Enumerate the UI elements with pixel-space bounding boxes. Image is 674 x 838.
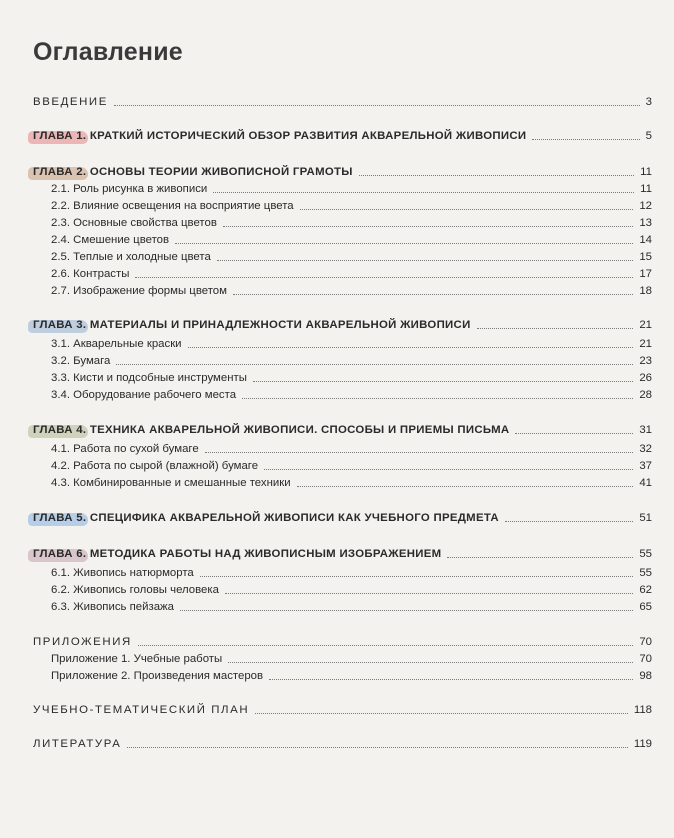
toc-label: 6.1. Живопись натюрморта xyxy=(51,567,194,579)
toc-label: 3.2. Бумага xyxy=(51,355,111,367)
toc-label xyxy=(33,423,509,437)
toc-page-number: 21 xyxy=(639,319,652,331)
toc-page-number: 13 xyxy=(639,217,652,229)
toc-label: 4.1. Работа по сухой бумаге xyxy=(51,443,199,455)
dot-leader xyxy=(188,346,634,348)
dot-leader xyxy=(213,191,634,193)
toc-entry-2-4[interactable] xyxy=(51,231,652,247)
dot-leader xyxy=(180,609,633,611)
toc-entry-2-3[interactable] xyxy=(51,214,652,230)
dot-leader xyxy=(223,225,633,227)
toc-page-number: 31 xyxy=(639,424,652,436)
toc-entry-4-1[interactable] xyxy=(51,440,652,456)
toc-entry-chapter-2[interactable] xyxy=(33,163,652,179)
toc-page-number: 62 xyxy=(639,584,652,596)
dot-leader xyxy=(233,293,633,295)
toc-label: 3.3. Кисти и подсобные инструменты xyxy=(51,372,247,384)
dot-leader xyxy=(255,712,628,714)
toc-label xyxy=(33,511,499,525)
toc-page-number: 12 xyxy=(639,200,652,212)
chapter-prefix: ГЛАВА 2. xyxy=(33,166,87,178)
toc-label: Приложение 2. Произведения мастеров xyxy=(51,670,264,682)
toc-label: 3.1. Акварельные краски xyxy=(51,338,182,350)
dot-leader xyxy=(205,451,634,453)
toc-page-number: 5 xyxy=(645,130,652,142)
toc-entry-chapter-4[interactable] xyxy=(33,421,652,437)
dot-leader xyxy=(175,242,633,244)
toc-entry-6-2[interactable] xyxy=(51,581,652,597)
toc-entry-literature[interactable] xyxy=(33,735,652,751)
chapter-prefix: ГЛАВА 4. xyxy=(33,424,87,436)
toc-label xyxy=(33,318,471,332)
page-title: Оглавление xyxy=(33,38,183,66)
dot-leader xyxy=(135,276,633,278)
toc-label xyxy=(33,165,353,179)
toc-entry-3-1[interactable] xyxy=(51,335,652,351)
toc-label: 2.4. Смешение цветов xyxy=(51,234,170,246)
toc-entry-intro[interactable] xyxy=(33,93,652,109)
toc-page-number: 37 xyxy=(639,460,652,472)
toc-page-number: 11 xyxy=(640,166,652,178)
dot-leader xyxy=(127,746,627,748)
dot-leader xyxy=(447,556,633,558)
toc-page-number: 70 xyxy=(639,636,652,648)
toc-entry-2-5[interactable] xyxy=(51,248,652,264)
dot-leader xyxy=(505,520,633,522)
toc-entry-3-2[interactable] xyxy=(51,352,652,368)
dot-leader xyxy=(253,380,633,382)
toc-label: 2.7. Изображение формы цветом xyxy=(51,285,227,297)
dot-leader xyxy=(515,432,633,434)
toc-label: 2.5. Теплые и холодные цвета xyxy=(51,251,211,263)
dot-leader xyxy=(138,644,634,646)
toc-label: 4.2. Работа по сырой (влажной) бумаге xyxy=(51,460,259,472)
dot-leader xyxy=(532,138,639,140)
toc-label: 4.3. Комбинированные и смешанные техники xyxy=(51,477,291,489)
chapter-title: МЕТОДИКА РАБОТЫ НАД ЖИВОПИСНЫМ ИЗОБРАЖЕНИЕМ xyxy=(89,548,442,560)
chapter-title: ТЕХНИКА АКВАРЕЛЬНОЙ ЖИВОПИСИ. СПОСОБЫ И ПРИЕМЫ ПИСЬМА xyxy=(89,424,510,436)
toc-entry-2-2[interactable] xyxy=(51,197,652,213)
toc-page-number: 98 xyxy=(639,670,652,682)
chapter-title: МАТЕРИАЛЫ И ПРИНАДЛЕЖНОСТИ АКВАРЕЛЬНОЙ ЖИВОПИСИ xyxy=(89,319,471,331)
dot-leader xyxy=(269,678,633,680)
toc-label: Приложение 1. Учебные работы xyxy=(51,653,223,665)
toc-entry-appendix-2[interactable] xyxy=(51,667,652,683)
dot-leader xyxy=(242,397,633,399)
toc-page-number: 18 xyxy=(639,285,652,297)
toc-page-number: 21 xyxy=(639,338,652,350)
toc-page-number: 41 xyxy=(639,477,652,489)
toc-label xyxy=(33,129,526,143)
toc-label: 2.6. Контрасты xyxy=(51,268,130,280)
dot-leader xyxy=(225,592,633,594)
toc-page-number: 70 xyxy=(639,653,652,665)
chapter-title: КРАТКИЙ ИСТОРИЧЕСКИЙ ОБЗОР РАЗВИТИЯ АКВАРЕЛЬНОЙ ЖИВОПИСИ xyxy=(89,130,527,142)
toc-page-number: 23 xyxy=(639,355,652,367)
toc-page-number: 26 xyxy=(639,372,652,384)
chapter-prefix: ГЛАВА 5. xyxy=(33,512,87,524)
toc-entry-2-7[interactable] xyxy=(51,282,652,298)
dot-leader xyxy=(228,661,633,663)
dot-leader xyxy=(477,327,634,329)
toc-page-number: 15 xyxy=(639,251,652,263)
dot-leader xyxy=(359,174,634,176)
chapter-prefix: ГЛАВА 6. xyxy=(33,548,87,560)
toc-label: УЧЕБНО-ТЕМАТИЧЕСКИЙ ПЛАН xyxy=(33,704,250,716)
toc-label: 6.2. Живопись головы человека xyxy=(51,584,219,596)
chapter-title: СПЕЦИФИКА АКВАРЕЛЬНОЙ ЖИВОПИСИ КАК УЧЕБНОГО ПРЕДМЕТА xyxy=(89,512,499,524)
toc-page-number: 119 xyxy=(633,738,652,750)
dot-leader xyxy=(116,363,633,365)
toc-label: 2.1. Роль рисунка в живописи xyxy=(51,183,208,195)
toc-entry-6-1[interactable] xyxy=(51,564,652,580)
toc-label xyxy=(33,547,441,561)
toc-page-number: 118 xyxy=(633,704,652,716)
toc-page-number: 55 xyxy=(639,567,652,579)
toc-entry-4-2[interactable] xyxy=(51,457,652,473)
toc-entry-3-3[interactable] xyxy=(51,369,652,385)
toc-entry-2-6[interactable] xyxy=(51,265,652,281)
toc-entry-plan[interactable] xyxy=(33,701,652,717)
toc-page-number: 17 xyxy=(639,268,652,280)
toc-entry-2-1[interactable] xyxy=(51,180,652,196)
toc-entry-chapter-1[interactable] xyxy=(33,127,652,143)
toc-page-number: 3 xyxy=(645,96,652,108)
toc-entry-4-3[interactable] xyxy=(51,474,652,490)
dot-leader xyxy=(264,468,633,470)
toc-label: 2.3. Основные свойства цветов xyxy=(51,217,217,229)
toc-label: 3.4. Оборудование рабочего места xyxy=(51,389,237,401)
dot-leader xyxy=(200,575,634,577)
toc-page-number: 11 xyxy=(640,183,652,195)
chapter-title: ОСНОВЫ ТЕОРИИ ЖИВОПИСНОЙ ГРАМОТЫ xyxy=(89,166,353,178)
toc-label: ВВЕДЕНИЕ xyxy=(33,96,108,108)
toc-entry-appendices[interactable] xyxy=(33,633,652,649)
dot-leader xyxy=(300,208,634,210)
toc-label: 2.2. Влияние освещения на восприятие цвета xyxy=(51,200,294,212)
toc-page-number: 32 xyxy=(639,443,652,455)
toc-entry-6-3[interactable] xyxy=(51,598,652,614)
toc-page-number: 65 xyxy=(639,601,652,613)
toc-page-number: 51 xyxy=(639,512,652,524)
toc-entry-appendix-1[interactable] xyxy=(51,650,652,666)
chapter-prefix: ГЛАВА 1. xyxy=(33,130,87,142)
toc-label: 6.3. Живопись пейзажа xyxy=(51,601,175,613)
dot-leader xyxy=(217,259,634,261)
toc-page-number: 55 xyxy=(639,548,652,560)
dot-leader xyxy=(297,485,634,487)
toc-page-number: 14 xyxy=(639,234,652,246)
toc-entry-chapter-5[interactable] xyxy=(33,509,652,525)
toc-entry-3-4[interactable] xyxy=(51,386,652,402)
toc-label: ЛИТЕРАТУРА xyxy=(33,738,122,750)
chapter-prefix: ГЛАВА 3. xyxy=(33,319,87,331)
toc-entry-chapter-3[interactable] xyxy=(33,316,652,332)
toc-label: ПРИЛОЖЕНИЯ xyxy=(33,636,132,648)
toc-entry-chapter-6[interactable] xyxy=(33,545,652,561)
toc-page-number: 28 xyxy=(639,389,652,401)
dot-leader xyxy=(114,104,640,106)
